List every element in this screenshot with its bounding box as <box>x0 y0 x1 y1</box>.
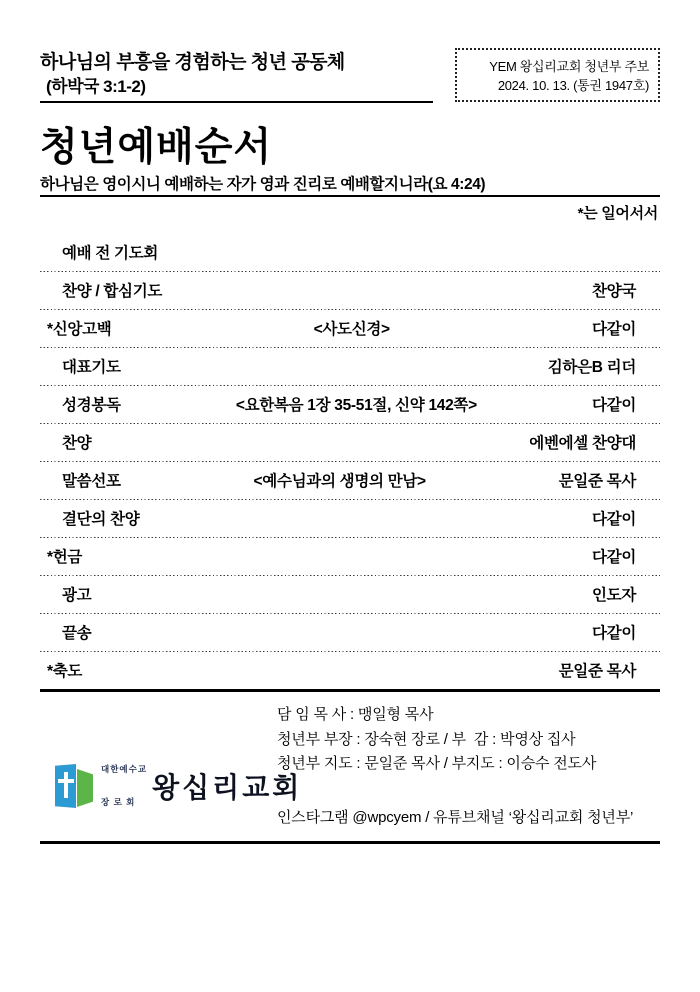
standing-note: *는 일어서서 <box>577 205 658 222</box>
program-person: 문일준 목사 <box>558 473 636 490</box>
program-item: 끝송 <box>62 625 92 642</box>
program-person: 에벤에셀 찬양대 <box>529 435 636 452</box>
program-row <box>40 385 660 423</box>
program-person: 다같이 <box>591 511 636 528</box>
program-person: 김하은B 리더 <box>547 359 636 376</box>
program-item: 찬양 / 합심기도 <box>62 283 163 300</box>
bulletin-info-box <box>455 48 660 102</box>
program-row <box>40 347 660 385</box>
program-item: *신앙고백 <box>47 321 112 338</box>
program-row <box>40 271 660 309</box>
program-detail: <요한복음 1장 35-51절, 신약 142쪽> <box>235 397 477 414</box>
program-item: 성경봉독 <box>62 397 121 414</box>
program-item: 예배 전 기도회 <box>62 245 159 262</box>
logo-green-panel <box>77 769 93 807</box>
program-row <box>40 461 660 499</box>
bottom-rule <box>40 841 660 844</box>
program-row <box>40 575 660 613</box>
program-item: 찬양 <box>62 435 92 452</box>
slogan-line1: 하나님의 부흥을 경험하는 청년 공동체 <box>40 52 345 73</box>
program-row <box>40 651 660 689</box>
worship-program-table <box>40 233 660 692</box>
staff-line-senior-pastor: 담 임 목 사 : 맹일형 목사 <box>277 706 434 723</box>
slogan-line2: (하박국 3:1-2) <box>46 77 146 96</box>
program-item: *헌금 <box>47 549 83 566</box>
program-row <box>40 613 660 651</box>
page-title: 청년예배순서 <box>40 126 273 169</box>
header-slogan <box>40 50 433 103</box>
program-row <box>40 423 660 461</box>
bulletin-info-line2: 2024. 10. 13. (통권 1947호) <box>497 78 649 93</box>
program-row <box>40 499 660 537</box>
social-media-line: 인스타그램 @wpcyem / 유튜브채널 ‘왕십리교회 청년부’ <box>277 809 634 826</box>
program-item: *축도 <box>47 663 83 680</box>
denomination-label <box>101 742 147 830</box>
program-row <box>40 537 660 575</box>
program-person: 인도자 <box>591 587 636 604</box>
program-row <box>40 233 660 271</box>
program-row <box>40 309 660 347</box>
cross-icon <box>58 779 74 783</box>
program-item: 광고 <box>62 587 92 604</box>
program-person: 찬양국 <box>591 283 636 300</box>
denomination-line1: 대한예수교 <box>101 764 148 774</box>
church-cross-icon <box>55 762 95 810</box>
bulletin-info-line1: YEM 왕십리교회 청년부 주보 <box>489 59 649 74</box>
program-item: 대표기도 <box>62 359 121 376</box>
program-detail: <예수님과의 생명의 만남> <box>253 473 426 490</box>
staff-info <box>277 703 596 777</box>
logo-blue-panel <box>55 764 76 808</box>
program-person: 다같이 <box>591 625 636 642</box>
program-person: 다같이 <box>591 549 636 566</box>
program-person: 다같이 <box>591 321 636 338</box>
program-person: 다같이 <box>591 397 636 414</box>
staff-line-youth-pastor: 청년부 지도 : 문일준 목사 / 부지도 : 이승수 전도사 <box>277 755 597 772</box>
church-name: 왕십리교회 <box>152 773 303 804</box>
denomination-line2: 장 로 회 <box>101 797 136 807</box>
program-person: 문일준 목사 <box>558 663 636 680</box>
program-item: 말씀선포 <box>62 473 121 490</box>
page-subtitle: 하나님은 영이시니 예배하는 자가 영과 진리로 예배할지니라(요 4:24) <box>40 176 486 193</box>
cross-icon <box>64 772 68 798</box>
program-detail: <사도신경> <box>313 321 390 338</box>
program-item: 결단의 찬양 <box>62 511 140 528</box>
top-rule <box>40 195 660 197</box>
staff-line-department-head: 청년부 부장 : 장숙현 장로 / 부 감 : 박영상 집사 <box>277 730 576 748</box>
church-logo <box>55 742 302 830</box>
